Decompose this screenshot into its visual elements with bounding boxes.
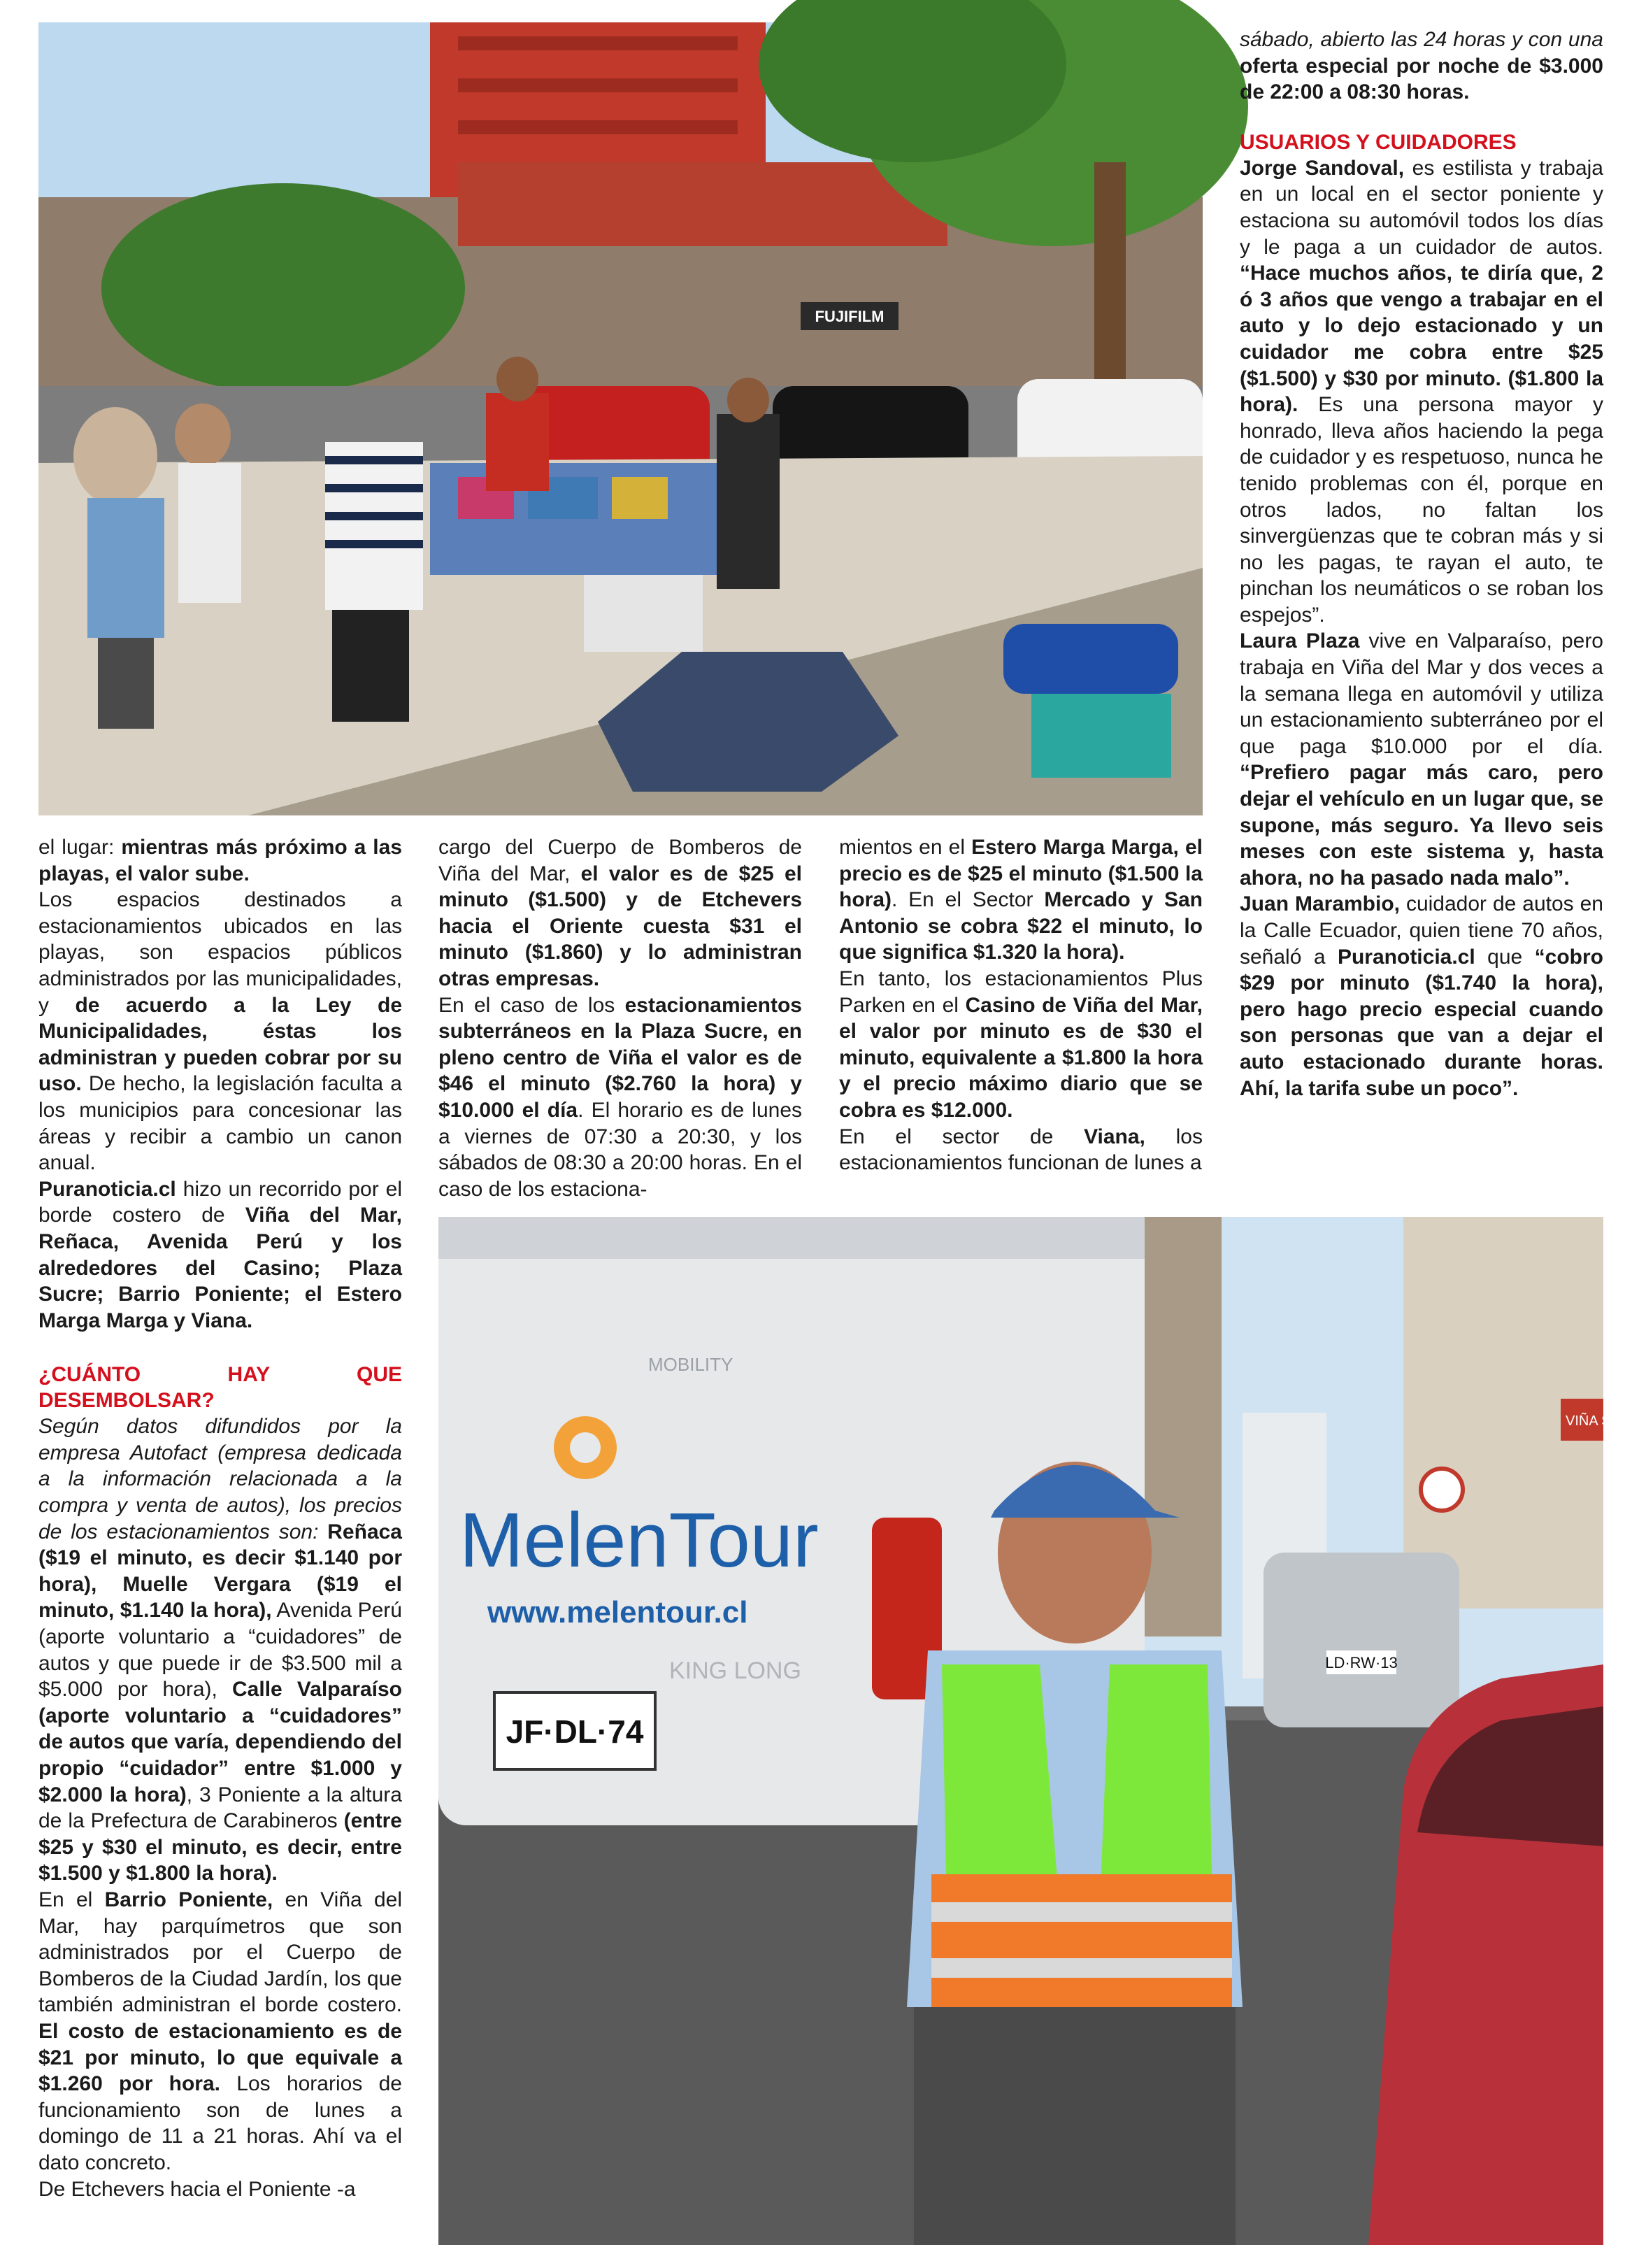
article-column-1 bbox=[38, 834, 402, 2202]
paragraph: el lugar: mientras más próximo a las playas, el valor sube. bbox=[38, 836, 402, 885]
svg-text:MOBILITY: MOBILITY bbox=[648, 1354, 733, 1375]
photo-parking-attendant bbox=[438, 1217, 1620, 2245]
article-column-2 bbox=[438, 834, 802, 1202]
svg-text:VIÑA SA: VIÑA SA bbox=[1566, 1413, 1620, 1429]
paragraph: sábado, abierto las 24 horas y con una oferta especial por noche de $3.000 de 22:00 a 08:30 horas. bbox=[1240, 28, 1603, 104]
article-column-3 bbox=[839, 834, 1203, 1176]
svg-text:LD·RW·13: LD·RW·13 bbox=[1325, 1654, 1398, 1671]
paragraph: En tanto, los estacionamientos Plus Parken en el Casino de Viña del Mar, el valor por minuto es de $30 el minuto, equivalente a $1.800 la hora y el precio máximo diario que se cobra es $12.000. bbox=[839, 967, 1203, 1122]
paragraph: Puranoticia.cl hizo un recorrido por el borde costero de Viña del Mar, Reñaca, Avenida Perú y los alrededores del Casino; Plaza Sucre; Barrio Poniente; el Estero Marga Marga y Viana. bbox=[38, 1177, 403, 1332]
paragraph: Laura Plaza vive en Valparaíso, pero trabaja en Viña del Mar y dos veces a la semana llega en automóvil y utiliza un estacionamiento subterráneo por el que paga $10.000 por el día. “Prefiero pagar más caro, pero dejar el vehículo en un lugar que, se supone, más seguro. Ya llevo seis meses con este sistema y, hasta ahora, no ha pasado nada malo”. bbox=[1240, 629, 1603, 890]
paragraph: En el Barrio Poniente, en Viña del Mar, hay parquímetros que son administrados por el Cuerpo de Bomberos de la Ciudad Jardín, los que también administran el borde costero. El costo de estacionamiento es de $21 por minuto, lo que equivale a $1.260 por hora. Los horarios de funcionamiento son de lunes a domingo de 11 a 21 horas. Ahí va el dato concreto. bbox=[38, 1888, 402, 2174]
photo-street-market bbox=[38, 22, 1203, 815]
paragraph: De Etchevers hacia el Poniente -a bbox=[38, 2177, 356, 2201]
section-heading: ¿CUÁNTO HAY QUE DESEMBOLSAR? bbox=[38, 1363, 402, 1413]
svg-text:www.melentour.cl: www.melentour.cl bbox=[487, 1595, 748, 1629]
article-column-4 bbox=[1240, 27, 1603, 1101]
paragraph: Jorge Sandoval, es estilista y trabaja en un local en el sector poniente y estaciona su automóvil todos los días y le paga a un cuidador de autos. “Hace muchos años, te diría que, 2 ó 3 años que vengo a trabajar en el auto y lo dejo estacionado y un cuidador me cobra entre $25 ($1.500) y $30 por minuto. ($1.800 la hora). Es una persona mayor y honrado, lleva años haciendo la pega de cuidador y es respetuoso, nunca he tenido problemas con él, porque en otros lados, no faltan los sinvergüenzas que te cobran más y si no les pagas, te rayan el auto, te pinchan los neumáticos o se roban los espejos”. bbox=[1240, 156, 1603, 627]
parking-attendant-illustration bbox=[438, 1217, 1620, 2245]
no-parking-sign-icon bbox=[1421, 1469, 1463, 1511]
svg-text:FUJIFILM: FUJIFILM bbox=[815, 308, 885, 325]
paragraph: En el caso de los estacionamientos subterráneos en la Plaza Sucre, en pleno centro de Viña el valor es de $46 el minuto ($2.760 la hora) y $10.000 el día. El horario es de lunes a viernes de 07:30 a 20:30, y los sábados de 08:30 a 20:00 horas. En el caso de los estaciona- bbox=[438, 993, 803, 1201]
svg-text:JF·DL·74: JF·DL·74 bbox=[506, 1713, 644, 1750]
paragraph: cargo del Cuerpo de Bomberos de Viña del Mar, el valor es de $25 el minuto ($1.500) y de Etchevers hacia el Oriente cuesta $31 el minuto ($1.860) y lo administran otras empresas. bbox=[438, 836, 802, 990]
svg-text:MelenTour: MelenTour bbox=[459, 1497, 819, 1583]
section-heading: USUARIOS Y CUIDADORES bbox=[1240, 130, 1517, 154]
paragraph: En el sector de Viana, los estacionamientos funcionan de lunes a bbox=[839, 1125, 1203, 1175]
paragraph: Los espacios destinados a estacionamientos ubicados en las playas, son espacios públicos administrados por las municipalidades, y de acuerdo a la Ley de Municipalidades, éstas los administran y pueden cobrar por su uso. De hecho, la legislación faculta a los municipios para concesionar las áreas y recibir a cambio un canon anual. bbox=[38, 888, 402, 1175]
paragraph: Juan Marambio, cuidador de autos en la Calle Ecuador, quien tiene 70 años, señaló a Puranoticia.cl que “cobro $29 por minuto ($1.740 la hora), pero hago precio especial cuando son personas que van a dejar el auto estacionado durante horas. Ahí, la tarifa sube un poco”. bbox=[1240, 892, 1603, 1100]
svg-text:KING LONG: KING LONG bbox=[669, 1657, 801, 1684]
street-market-illustration bbox=[38, 22, 1203, 815]
paragraph: mientos en el Estero Marga Marga, el precio es de $25 el minuto ($1.500 la hora). En el Sector Mercado y San Antonio se cobra $22 el minuto, lo que significa $1.320 la hora). bbox=[839, 836, 1203, 964]
paragraph: Según datos difundidos por la empresa Autofact (empresa dedicada a la información relacionada a la compra y venta de autos), los precios de los estacionamientos son: Reñaca ($19 el minuto, es decir $1.140 por hora), Muelle Vergara ($19 el minuto, $1.140 la hora), Avenida Perú (aporte voluntario a “cuidadores” de autos y que puede ir de $3.500 mil a $5.000 por hora), Calle Valparaíso (aporte voluntario a “cuidadores” de autos que varía, dependiendo del propio “cuidador” entre $1.000 y $2.000 la hora), 3 Poniente a la altura de la Prefectura de Carabineros (entre $25 y $30 el minuto, es decir, entre $1.500 y $1.800 la hora). bbox=[38, 1415, 402, 1885]
